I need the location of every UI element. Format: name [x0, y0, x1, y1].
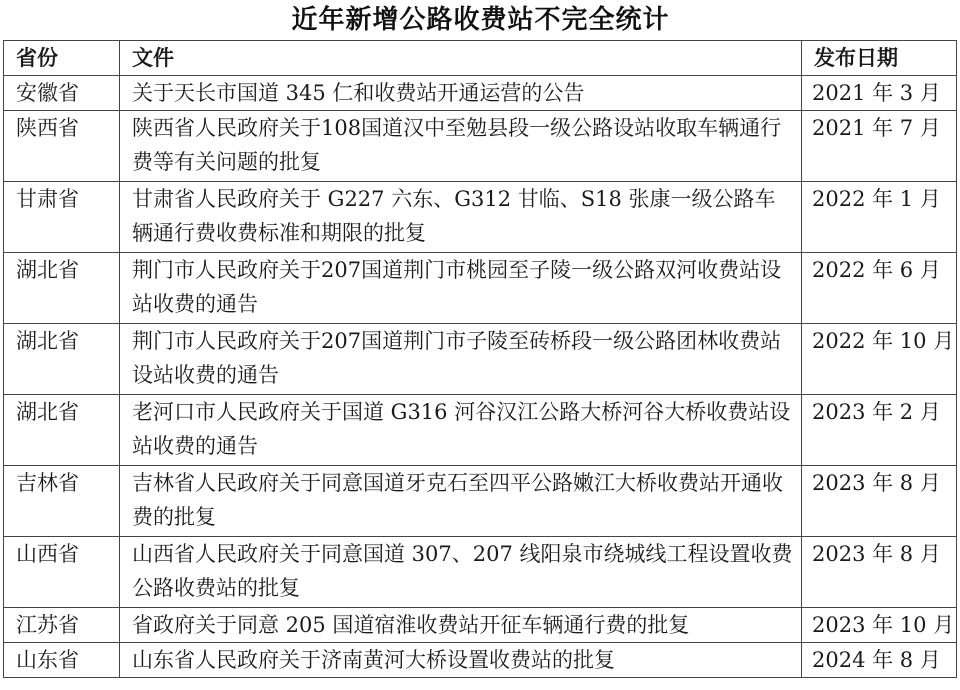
cell-document: 荆门市人民政府关于207国道荆门市桃园至子陵一级公路双河收费站设站收费的通告 — [120, 253, 802, 324]
cell-date: 2022 年 10 月 — [802, 324, 957, 395]
table-row — [4, 111, 957, 182]
cell-province: 山东省 — [4, 643, 120, 678]
cell-date: 2023 年 8 月 — [802, 537, 957, 608]
cell-province: 山西省 — [4, 537, 120, 608]
cell-date: 2023 年 8 月 — [802, 466, 957, 537]
cell-document: 山东省人民政府关于济南黄河大桥设置收费站的批复 — [120, 643, 802, 678]
cell-province: 陕西省 — [4, 111, 120, 182]
cell-date: 2021 年 7 月 — [802, 111, 957, 182]
table-row — [4, 608, 957, 643]
toll-station-table — [3, 40, 957, 678]
cell-date: 2021 年 3 月 — [802, 76, 957, 111]
cell-document: 甘肃省人民政府关于 G227 六东、G312 甘临、S18 张康一级公路车辆通行费收费标准和期限的批复 — [120, 182, 802, 253]
cell-document: 关于天长市国道 345 仁和收费站开通运营的公告 — [120, 76, 802, 111]
cell-document: 老河口市人民政府关于国道 G316 河谷汉江公路大桥河谷大桥收费站设站收费的通告 — [120, 395, 802, 466]
table-row — [4, 537, 957, 608]
cell-date: 2022 年 1 月 — [802, 182, 957, 253]
table-row — [4, 466, 957, 537]
cell-document: 省政府关于同意 205 国道宿淮收费站开征车辆通行费的批复 — [120, 608, 802, 643]
cell-document: 山西省人民政府关于同意国道 307、207 线阳泉市绕城线工程设置收费公路收费站的批复 — [120, 537, 802, 608]
table-title: 近年新增公路收费站不完全统计 — [291, 5, 670, 35]
cell-date: 2022 年 6 月 — [802, 253, 957, 324]
header-document: 文件 — [120, 41, 802, 76]
cell-date: 2023 年 2 月 — [802, 395, 957, 466]
table-row — [4, 76, 957, 111]
cell-document: 荆门市人民政府关于207国道荆门市子陵至砖桥段一级公路团林收费站设站收费的通告 — [120, 324, 802, 395]
cell-document: 吉林省人民政府关于同意国道牙克石至四平公路嫩江大桥收费站开通收费的批复 — [120, 466, 802, 537]
table-row — [4, 395, 957, 466]
cell-province: 江苏省 — [4, 608, 120, 643]
table-row — [4, 253, 957, 324]
header-row — [4, 41, 957, 76]
cell-province: 安徽省 — [4, 76, 120, 111]
cell-date: 2024 年 8 月 — [802, 643, 957, 678]
table-row — [4, 182, 957, 253]
header-date: 发布日期 — [802, 41, 957, 76]
header-province: 省份 — [4, 41, 120, 76]
table-row — [4, 643, 957, 678]
cell-province: 甘肃省 — [4, 182, 120, 253]
table-row — [4, 324, 957, 395]
cell-document: 陕西省人民政府关于108国道汉中至勉县段一级公路设站收取车辆通行费等有关问题的批复 — [120, 111, 802, 182]
cell-province: 湖北省 — [4, 395, 120, 466]
cell-province: 吉林省 — [4, 466, 120, 537]
cell-date: 2023 年 10 月 — [802, 608, 957, 643]
cell-province: 湖北省 — [4, 324, 120, 395]
cell-province: 湖北省 — [4, 253, 120, 324]
